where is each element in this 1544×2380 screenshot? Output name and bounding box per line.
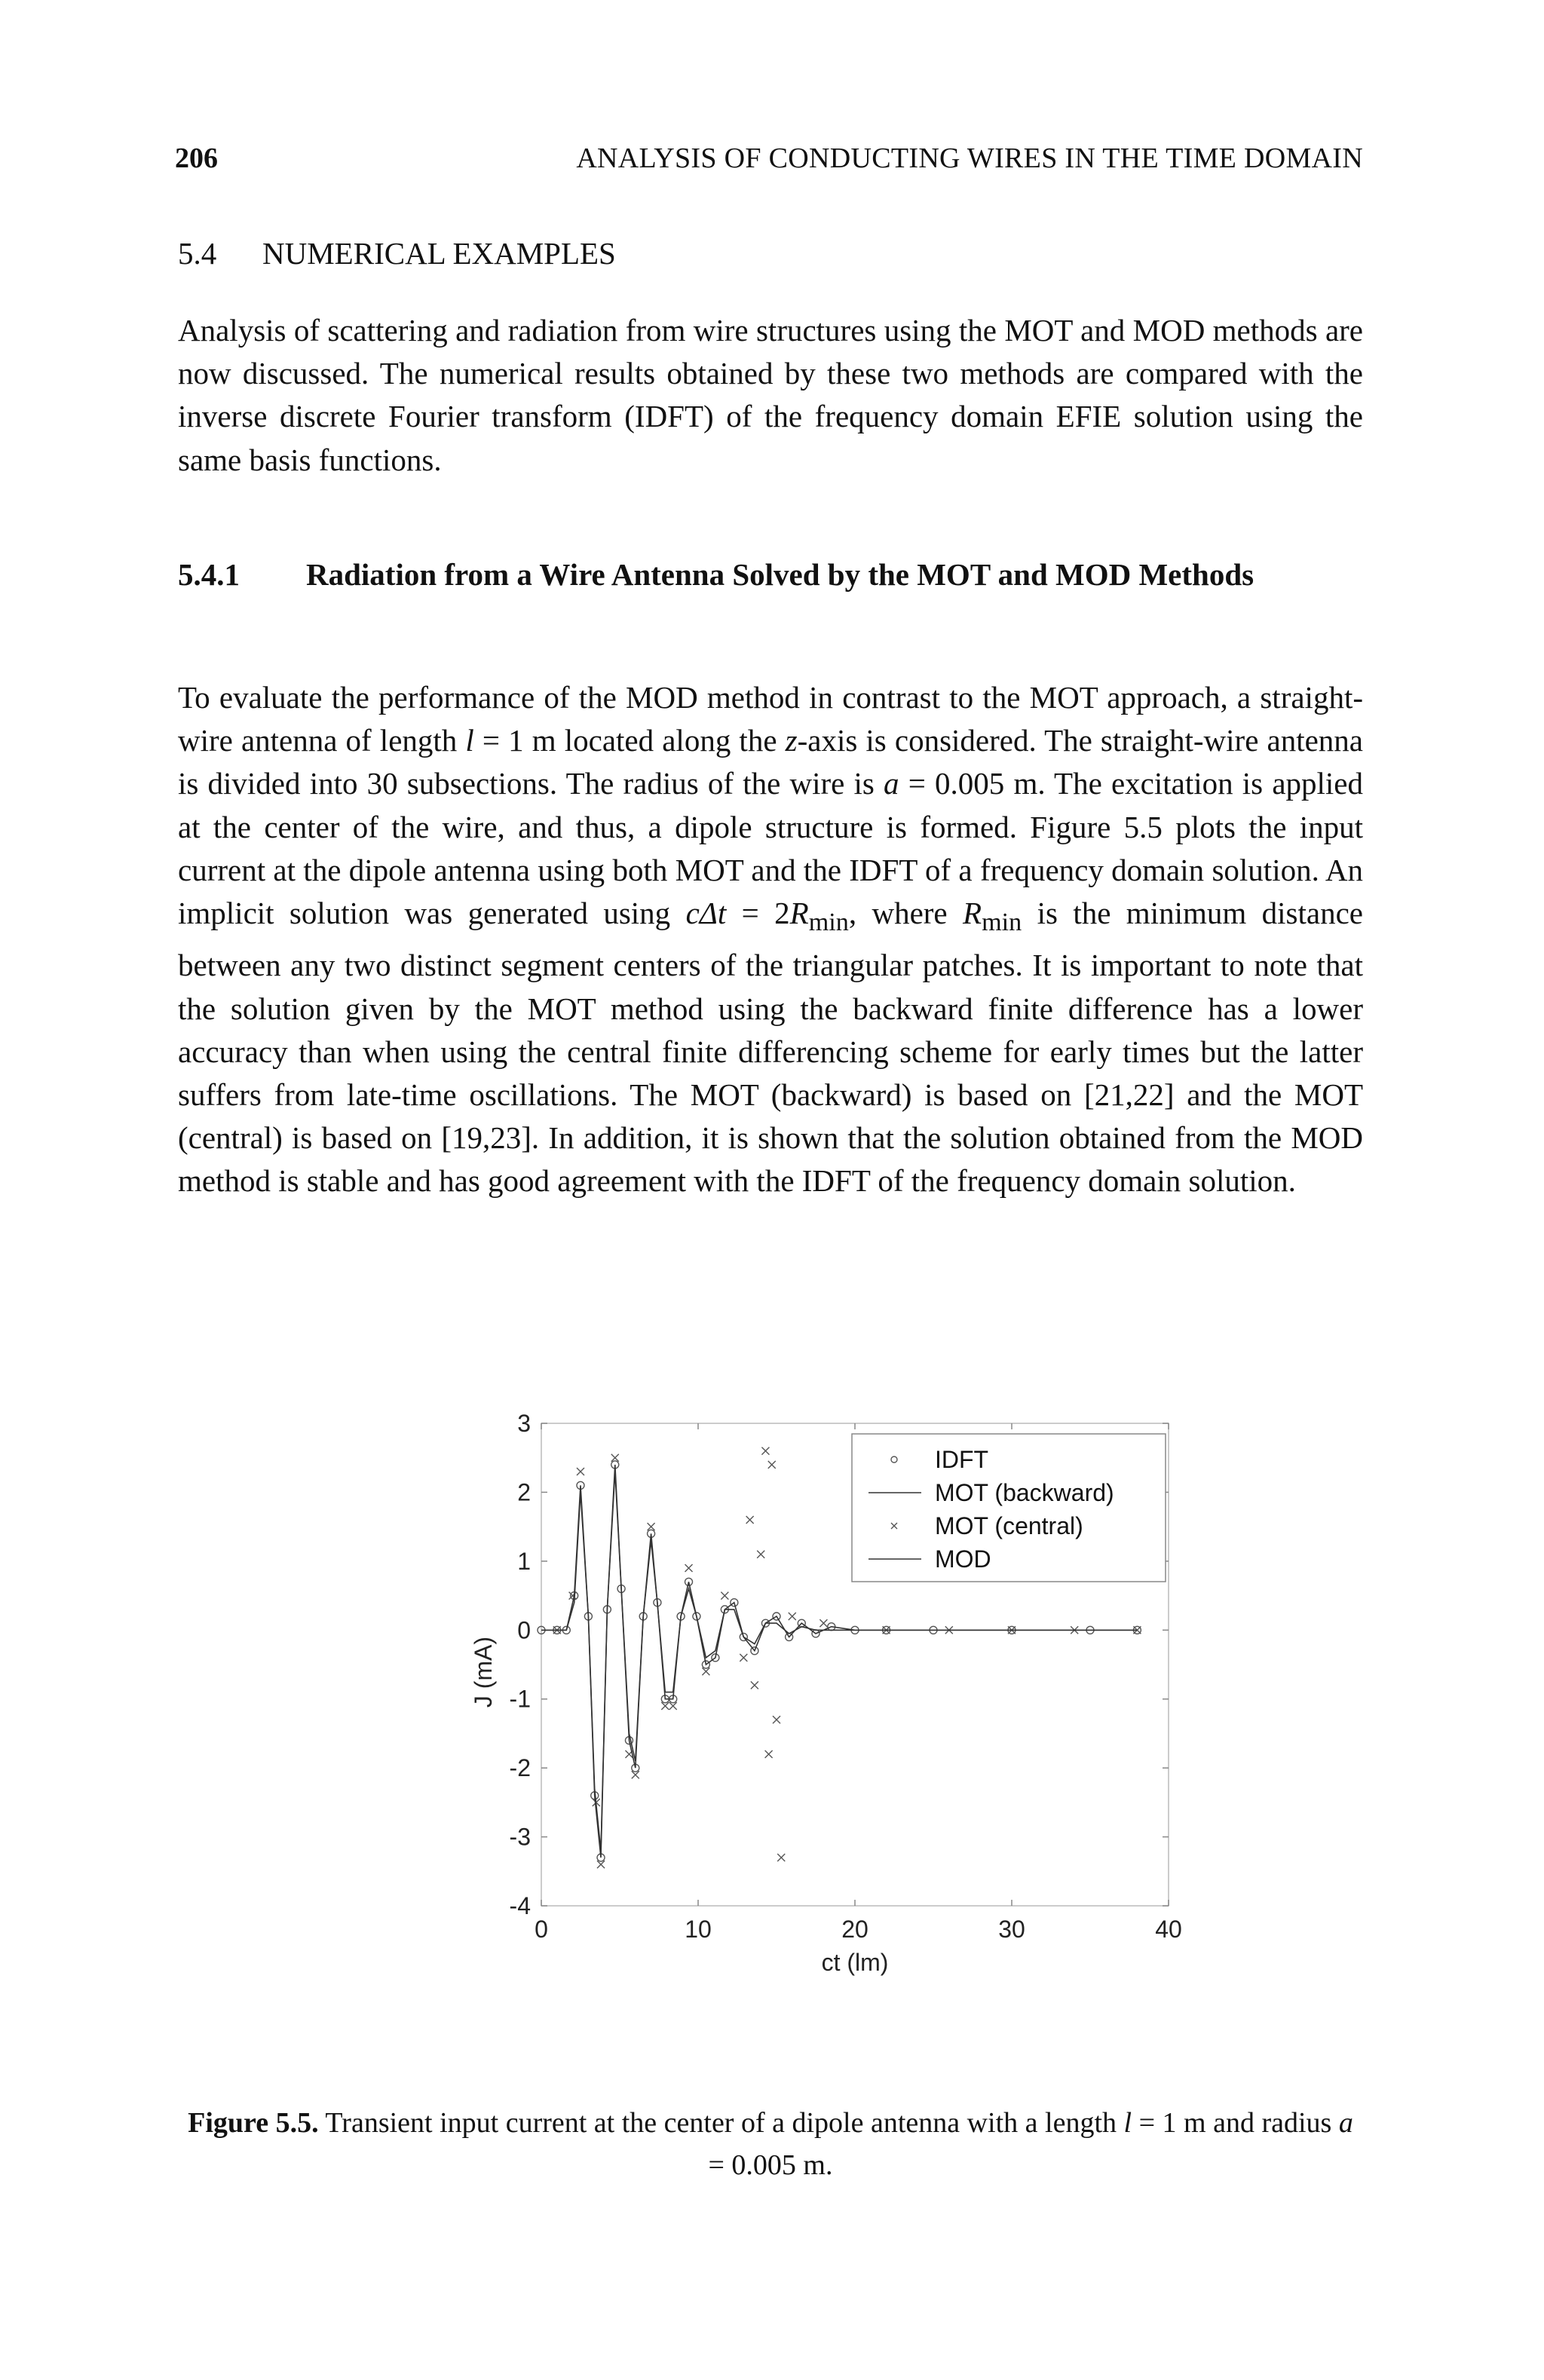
body-paragraph: [178, 676, 1363, 1203]
section-intro-paragraph: Analysis of scattering and radiation from wire structures using the MOT and MOD methods are now discussed. The numerical results obtained by these two methods are compared with the inverse discrete Fourier transform (IDFT) of the frequency domain EFIE solution using the same basis functions.: [178, 313, 1363, 477]
subsection-number: 5.4.1: [178, 557, 240, 592]
symbol-r: R: [789, 896, 809, 931]
y-tick-label: 0: [517, 1616, 531, 1644]
body-text: To evaluate the performance of the MOD method in contrast to the MOT approach, a straight-wire antenna of length: [178, 680, 1363, 758]
y-tick-label: 2: [517, 1478, 531, 1506]
current-chart: [452, 1395, 1206, 2020]
section-number: 5.4: [178, 236, 217, 271]
x-tick-label: 20: [841, 1916, 868, 1943]
symbol-l: l: [465, 723, 474, 758]
subscript-min: min: [982, 908, 1022, 937]
x-tick-label: 40: [1155, 1916, 1182, 1943]
symbol-r: R: [963, 896, 982, 931]
x-tick-label: 30: [998, 1916, 1025, 1943]
body-text: -axis is considered. The straight-wire antenna is divided into 30 subsections. The radius of the wire is: [178, 723, 1364, 801]
caption-text: = 1 m and radius: [1132, 2107, 1339, 2139]
legend-label: IDFT: [935, 1446, 989, 1473]
legend-label: MOT (central): [935, 1512, 1083, 1539]
caption-text: Transient input current at the center of a dipole antenna with a length: [318, 2107, 1124, 2139]
body-text: = 2: [726, 896, 790, 931]
section-heading: [178, 235, 616, 271]
y-tick-label: -1: [509, 1685, 531, 1713]
figure-5-5: [452, 1395, 1206, 2020]
body-text: = 1 m located along the: [473, 723, 786, 758]
caption-label: Figure 5.5.: [188, 2107, 319, 2139]
x-axis-label: ct (lm): [821, 1949, 889, 1976]
page-number: 206: [175, 142, 218, 174]
body-text: , where: [848, 896, 963, 931]
symbol-a: a: [884, 766, 899, 801]
symbol-c-delta-t: cΔt: [685, 896, 727, 931]
legend-label: MOD: [935, 1545, 991, 1573]
y-tick-label: -3: [509, 1823, 531, 1851]
subscript-min: min: [808, 908, 849, 937]
running-title: ANALYSIS OF CONDUCTING WIRES IN THE TIME DOMAIN: [576, 142, 1363, 174]
x-tick-label: 0: [535, 1916, 548, 1943]
subsection-title: Radiation from a Wire Antenna Solved by the MOT and MOD Methods: [306, 557, 1254, 592]
legend-label: MOT (backward): [935, 1479, 1114, 1506]
y-tick-label: 3: [517, 1410, 531, 1437]
running-head: [175, 142, 1363, 179]
x-tick-label: 10: [685, 1916, 712, 1943]
symbol-z: z: [785, 723, 798, 758]
y-tick-label: -4: [509, 1892, 531, 1919]
figure-caption: [178, 2102, 1363, 2186]
caption-text: = 0.005 m.: [708, 2149, 833, 2181]
caption-symbol-a: a: [1338, 2107, 1353, 2139]
y-axis-label: J (mA): [470, 1636, 497, 1708]
y-tick-label: 1: [517, 1547, 531, 1575]
section-title: NUMERICAL EXAMPLES: [262, 236, 616, 271]
body-text: is the minimum distance between any two distinct segment centers of the triangular patches. It is important to note that the solution given by the MOT method using the backward finite difference has a lower accuracy than when using the central finite differencing scheme for early times but the latter suffers from late-time oscillations. The MOT (backward) is based on [21,22] and the MOT (central) is based on [19,23]. In addition, it is shown that the solution obtained from the MOD method is stable and has good agreement with the IDFT of the frequency domain solution.: [178, 896, 1363, 1199]
body-text: = 0.005 m. The excitation is applied at the center of the wire, and thus, a dipole structure is formed. Figure 5.5 plots the input current at the dipole antenna using both MOT and the IDFT of a frequency domain solution. An implicit solution was generated using: [178, 766, 1363, 931]
y-tick-label: -2: [509, 1754, 531, 1782]
caption-symbol-l: l: [1123, 2107, 1132, 2139]
